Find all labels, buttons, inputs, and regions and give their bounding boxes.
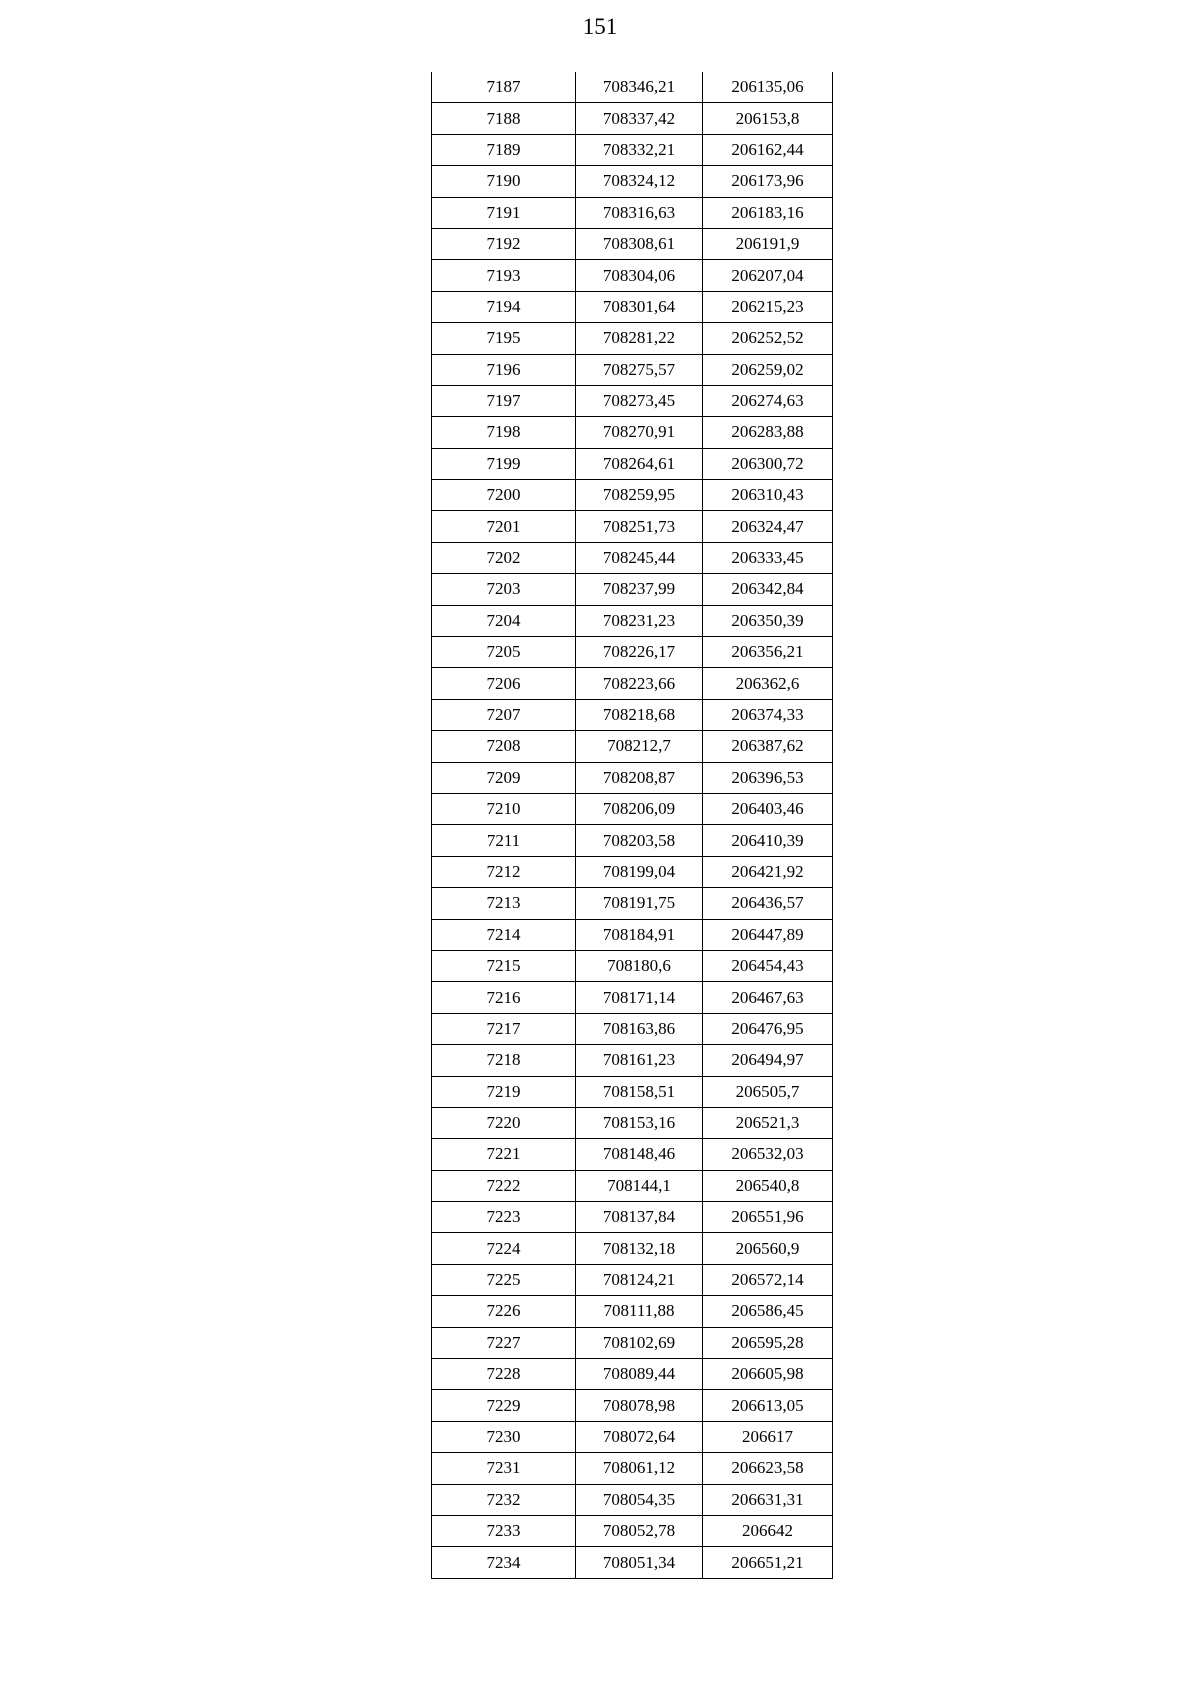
x-coordinate-cell: 708199,04 (576, 856, 703, 887)
y-coordinate-cell: 206333,45 (703, 542, 833, 573)
table-row (432, 448, 833, 479)
point-number-cell: 7206 (432, 668, 576, 699)
x-coordinate-cell: 708316,63 (576, 197, 703, 228)
table-row (432, 919, 833, 950)
table-row (432, 103, 833, 134)
x-coordinate-cell: 708304,06 (576, 260, 703, 291)
point-number-cell: 7189 (432, 134, 576, 165)
table-row (432, 1484, 833, 1515)
y-coordinate-cell: 206421,92 (703, 856, 833, 887)
x-coordinate-cell: 708308,61 (576, 228, 703, 259)
y-coordinate-cell: 206467,63 (703, 982, 833, 1013)
point-number-cell: 7228 (432, 1359, 576, 1390)
y-coordinate-cell: 206476,95 (703, 1013, 833, 1044)
table-row (432, 699, 833, 730)
x-coordinate-cell: 708273,45 (576, 385, 703, 416)
point-number-cell: 7187 (432, 72, 576, 103)
x-coordinate-cell: 708208,87 (576, 762, 703, 793)
point-number-cell: 7210 (432, 793, 576, 824)
x-coordinate-cell: 708061,12 (576, 1453, 703, 1484)
table-row (432, 1296, 833, 1327)
point-number-cell: 7217 (432, 1013, 576, 1044)
y-coordinate-cell: 206283,88 (703, 417, 833, 448)
table-row (432, 1170, 833, 1201)
table-row (432, 1359, 833, 1390)
y-coordinate-cell: 206207,04 (703, 260, 833, 291)
point-number-cell: 7205 (432, 637, 576, 668)
y-coordinate-cell: 206572,14 (703, 1264, 833, 1295)
table-row (432, 637, 833, 668)
y-coordinate-cell: 206454,43 (703, 950, 833, 981)
x-coordinate-cell: 708324,12 (576, 166, 703, 197)
point-number-cell: 7232 (432, 1484, 576, 1515)
table-row (432, 793, 833, 824)
table-row (432, 417, 833, 448)
point-number-cell: 7197 (432, 385, 576, 416)
x-coordinate-cell: 708102,69 (576, 1327, 703, 1358)
x-coordinate-cell: 708051,34 (576, 1547, 703, 1578)
x-coordinate-cell: 708132,18 (576, 1233, 703, 1264)
point-number-cell: 7207 (432, 699, 576, 730)
x-coordinate-cell: 708144,1 (576, 1170, 703, 1201)
y-coordinate-cell: 206396,53 (703, 762, 833, 793)
y-coordinate-cell: 206310,43 (703, 480, 833, 511)
x-coordinate-cell: 708206,09 (576, 793, 703, 824)
y-coordinate-cell: 206403,46 (703, 793, 833, 824)
table-row (432, 72, 833, 103)
point-number-cell: 7203 (432, 574, 576, 605)
y-coordinate-cell: 206183,16 (703, 197, 833, 228)
point-number-cell: 7220 (432, 1107, 576, 1138)
point-number-cell: 7194 (432, 291, 576, 322)
point-number-cell: 7209 (432, 762, 576, 793)
point-number-cell: 7195 (432, 323, 576, 354)
x-coordinate-cell: 708259,95 (576, 480, 703, 511)
x-coordinate-cell: 708111,88 (576, 1296, 703, 1327)
table-row (432, 323, 833, 354)
x-coordinate-cell: 708184,91 (576, 919, 703, 950)
y-coordinate-cell: 206532,03 (703, 1139, 833, 1170)
point-number-cell: 7193 (432, 260, 576, 291)
point-number-cell: 7224 (432, 1233, 576, 1264)
x-coordinate-cell: 708180,6 (576, 950, 703, 981)
x-coordinate-cell: 708054,35 (576, 1484, 703, 1515)
table-row (432, 950, 833, 981)
point-number-cell: 7216 (432, 982, 576, 1013)
table-row (432, 825, 833, 856)
point-number-cell: 7221 (432, 1139, 576, 1170)
table-row (432, 1264, 833, 1295)
point-number-cell: 7213 (432, 888, 576, 919)
y-coordinate-cell: 206521,3 (703, 1107, 833, 1138)
x-coordinate-cell: 708346,21 (576, 72, 703, 103)
table-row (432, 385, 833, 416)
y-coordinate-cell: 206505,7 (703, 1076, 833, 1107)
point-number-cell: 7191 (432, 197, 576, 228)
y-coordinate-cell: 206613,05 (703, 1390, 833, 1421)
y-coordinate-cell: 206551,96 (703, 1202, 833, 1233)
y-coordinate-cell: 206274,63 (703, 385, 833, 416)
table-row (432, 1547, 833, 1578)
table-row (432, 1390, 833, 1421)
y-coordinate-cell: 206191,9 (703, 228, 833, 259)
y-coordinate-cell: 206605,98 (703, 1359, 833, 1390)
table-row (432, 856, 833, 887)
table-row (432, 542, 833, 573)
x-coordinate-cell: 708124,21 (576, 1264, 703, 1295)
x-coordinate-cell: 708137,84 (576, 1202, 703, 1233)
y-coordinate-cell: 206374,33 (703, 699, 833, 730)
table-body (432, 72, 833, 1578)
point-number-cell: 7226 (432, 1296, 576, 1327)
y-coordinate-cell: 206540,8 (703, 1170, 833, 1201)
x-coordinate-cell: 708264,61 (576, 448, 703, 479)
table-row (432, 354, 833, 385)
x-coordinate-cell: 708251,73 (576, 511, 703, 542)
y-coordinate-cell: 206259,02 (703, 354, 833, 385)
point-number-cell: 7231 (432, 1453, 576, 1484)
point-number-cell: 7192 (432, 228, 576, 259)
table-row (432, 291, 833, 322)
table-row (432, 888, 833, 919)
point-number-cell: 7200 (432, 480, 576, 511)
table-row (432, 228, 833, 259)
point-number-cell: 7211 (432, 825, 576, 856)
x-coordinate-cell: 708218,68 (576, 699, 703, 730)
x-coordinate-cell: 708275,57 (576, 354, 703, 385)
point-number-cell: 7201 (432, 511, 576, 542)
table-row (432, 1107, 833, 1138)
table-row (432, 1202, 833, 1233)
x-coordinate-cell: 708212,7 (576, 731, 703, 762)
coordinates-table (431, 72, 833, 1579)
y-coordinate-cell: 206215,23 (703, 291, 833, 322)
point-number-cell: 7190 (432, 166, 576, 197)
point-number-cell: 7234 (432, 1547, 576, 1578)
y-coordinate-cell: 206324,47 (703, 511, 833, 542)
x-coordinate-cell: 708337,42 (576, 103, 703, 134)
point-number-cell: 7188 (432, 103, 576, 134)
x-coordinate-cell: 708072,64 (576, 1421, 703, 1452)
point-number-cell: 7215 (432, 950, 576, 981)
table-row (432, 982, 833, 1013)
x-coordinate-cell: 708163,86 (576, 1013, 703, 1044)
y-coordinate-cell: 206387,62 (703, 731, 833, 762)
x-coordinate-cell: 708237,99 (576, 574, 703, 605)
y-coordinate-cell: 206642 (703, 1515, 833, 1546)
y-coordinate-cell: 206356,21 (703, 637, 833, 668)
table-row (432, 574, 833, 605)
x-coordinate-cell: 708226,17 (576, 637, 703, 668)
point-number-cell: 7225 (432, 1264, 576, 1295)
x-coordinate-cell: 708171,14 (576, 982, 703, 1013)
table-row (432, 1515, 833, 1546)
point-number-cell: 7227 (432, 1327, 576, 1358)
point-number-cell: 7204 (432, 605, 576, 636)
y-coordinate-cell: 206342,84 (703, 574, 833, 605)
point-number-cell: 7218 (432, 1045, 576, 1076)
y-coordinate-cell: 206447,89 (703, 919, 833, 950)
y-coordinate-cell: 206252,52 (703, 323, 833, 354)
x-coordinate-cell: 708089,44 (576, 1359, 703, 1390)
x-coordinate-cell: 708223,66 (576, 668, 703, 699)
x-coordinate-cell: 708281,22 (576, 323, 703, 354)
x-coordinate-cell: 708270,91 (576, 417, 703, 448)
point-number-cell: 7196 (432, 354, 576, 385)
point-number-cell: 7198 (432, 417, 576, 448)
y-coordinate-cell: 206617 (703, 1421, 833, 1452)
table-row (432, 480, 833, 511)
x-coordinate-cell: 708231,23 (576, 605, 703, 636)
y-coordinate-cell: 206410,39 (703, 825, 833, 856)
table-row (432, 1045, 833, 1076)
y-coordinate-cell: 206595,28 (703, 1327, 833, 1358)
point-number-cell: 7214 (432, 919, 576, 950)
point-number-cell: 7230 (432, 1421, 576, 1452)
table-row (432, 1327, 833, 1358)
table-row (432, 511, 833, 542)
point-number-cell: 7233 (432, 1515, 576, 1546)
y-coordinate-cell: 206494,97 (703, 1045, 833, 1076)
table-row (432, 166, 833, 197)
table-row (432, 1013, 833, 1044)
x-coordinate-cell: 708203,58 (576, 825, 703, 856)
x-coordinate-cell: 708148,46 (576, 1139, 703, 1170)
point-number-cell: 7212 (432, 856, 576, 887)
table-row (432, 1453, 833, 1484)
y-coordinate-cell: 206350,39 (703, 605, 833, 636)
table-row (432, 668, 833, 699)
table-row (432, 134, 833, 165)
table-row (432, 605, 833, 636)
x-coordinate-cell: 708153,16 (576, 1107, 703, 1138)
point-number-cell: 7223 (432, 1202, 576, 1233)
y-coordinate-cell: 206300,72 (703, 448, 833, 479)
x-coordinate-cell: 708245,44 (576, 542, 703, 573)
page-number: 151 (582, 14, 618, 39)
table-row (432, 1421, 833, 1452)
point-number-cell: 7208 (432, 731, 576, 762)
y-coordinate-cell: 206586,45 (703, 1296, 833, 1327)
table-row (432, 762, 833, 793)
x-coordinate-cell: 708161,23 (576, 1045, 703, 1076)
point-number-cell: 7202 (432, 542, 576, 573)
x-coordinate-cell: 708158,51 (576, 1076, 703, 1107)
point-number-cell: 7222 (432, 1170, 576, 1201)
table-row (432, 1233, 833, 1264)
x-coordinate-cell: 708332,21 (576, 134, 703, 165)
y-coordinate-cell: 206436,57 (703, 888, 833, 919)
y-coordinate-cell: 206362,6 (703, 668, 833, 699)
x-coordinate-cell: 708078,98 (576, 1390, 703, 1421)
y-coordinate-cell: 206623,58 (703, 1453, 833, 1484)
x-coordinate-cell: 708301,64 (576, 291, 703, 322)
y-coordinate-cell: 206560,9 (703, 1233, 833, 1264)
x-coordinate-cell: 708191,75 (576, 888, 703, 919)
y-coordinate-cell: 206162,44 (703, 134, 833, 165)
table-row (432, 197, 833, 228)
y-coordinate-cell: 206651,21 (703, 1547, 833, 1578)
y-coordinate-cell: 206135,06 (703, 72, 833, 103)
point-number-cell: 7219 (432, 1076, 576, 1107)
y-coordinate-cell: 206631,31 (703, 1484, 833, 1515)
table-row (432, 731, 833, 762)
x-coordinate-cell: 708052,78 (576, 1515, 703, 1546)
table-row (432, 1076, 833, 1107)
point-number-cell: 7199 (432, 448, 576, 479)
point-number-cell: 7229 (432, 1390, 576, 1421)
table-row (432, 1139, 833, 1170)
table-row (432, 260, 833, 291)
y-coordinate-cell: 206153,8 (703, 103, 833, 134)
y-coordinate-cell: 206173,96 (703, 166, 833, 197)
